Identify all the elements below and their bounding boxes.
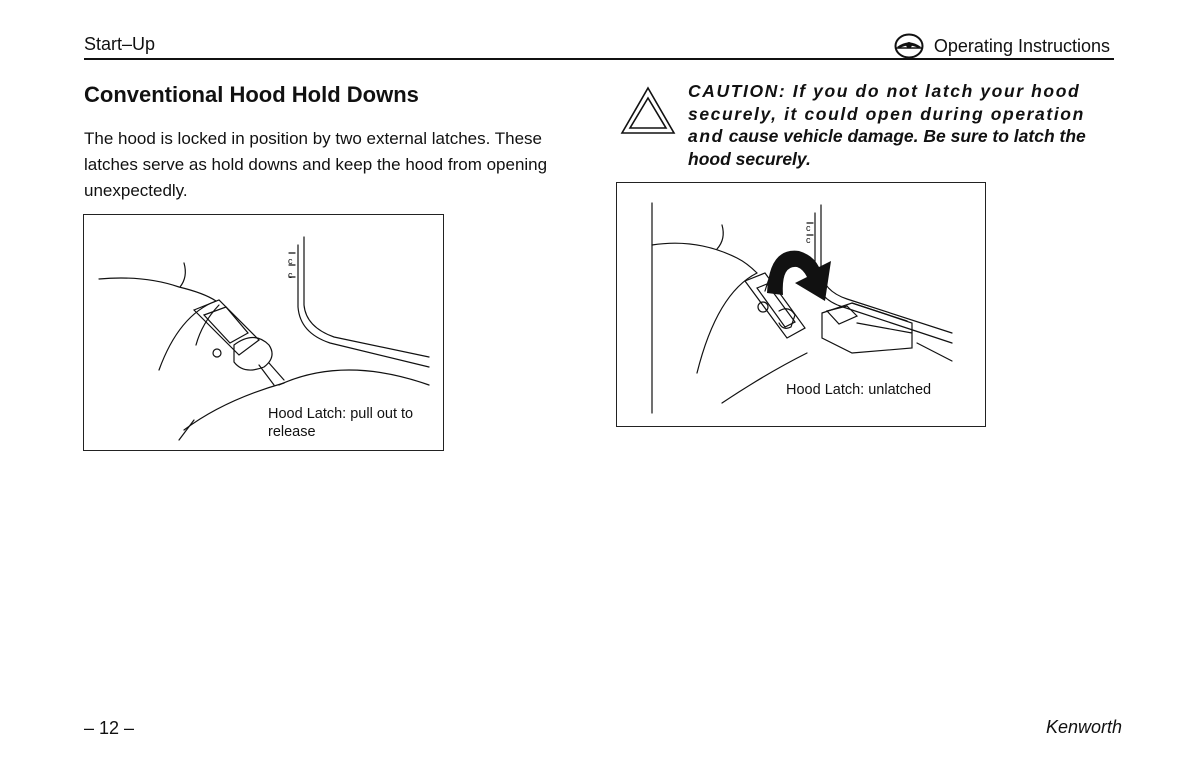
svg-text:c: c <box>288 270 293 280</box>
svg-text:c: c <box>806 235 811 245</box>
caution-lead: CAUTION: If you do not latch your hood securely, it could open during operation and <box>688 81 1085 146</box>
caution-text <box>688 80 1116 170</box>
figure-caption: Hood Latch: unlatched <box>786 382 932 398</box>
steering-wheel-icon <box>894 33 924 59</box>
figure-hood-latch-unlatched <box>616 182 986 427</box>
brand-name: Kenworth <box>1045 717 1122 737</box>
header-divider <box>84 58 1114 60</box>
page-title: Conventional Hood Hold Downs <box>84 82 419 107</box>
caution-rest: cause vehicle damage. Be sure to latch the hood securely. <box>688 126 1086 169</box>
warning-triangle-icon <box>620 86 676 136</box>
figure-caption: Hood Latch: pull out to release <box>268 406 414 440</box>
svg-text:c: c <box>288 256 293 266</box>
body-paragraph: The hood is locked in position by two external latches. These latches serve as hold downs and keep the hood from opening unexpectedly. <box>84 129 548 200</box>
figure-hood-latch-release <box>83 214 444 451</box>
page-number: – 12 – <box>84 718 135 738</box>
section-title: Start–Up <box>84 34 156 54</box>
header-manual <box>894 33 1110 59</box>
manual-title: Operating Instructions <box>933 35 1110 56</box>
svg-text:c: c <box>806 223 811 233</box>
